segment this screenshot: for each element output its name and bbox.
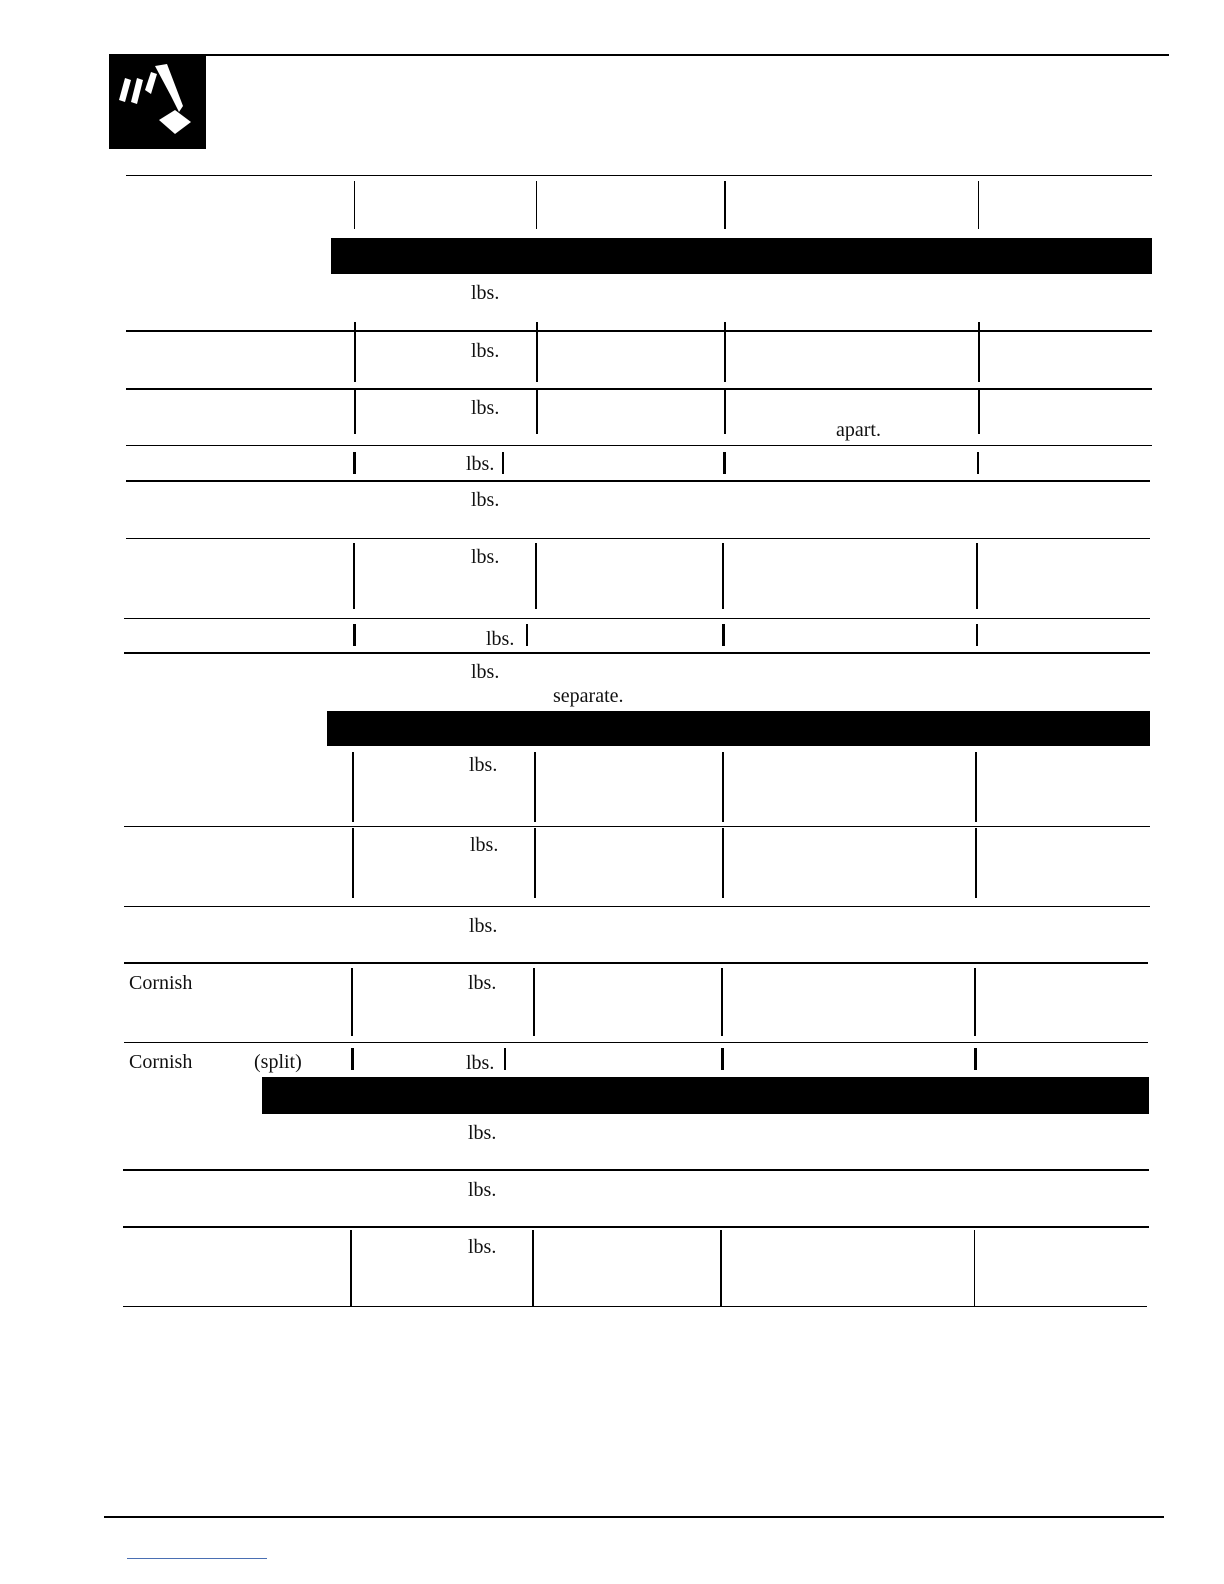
row-rule (126, 538, 1150, 539)
food-qualifier: (split) (254, 1051, 302, 1073)
col-divider (721, 1048, 724, 1070)
row-rule (124, 826, 1150, 827)
col-divider (974, 968, 976, 1036)
col-divider (724, 390, 726, 434)
footer-link-underline (127, 1558, 267, 1559)
col-divider (722, 752, 724, 822)
col-divider (351, 1048, 354, 1070)
section-bar (262, 1077, 1149, 1114)
food-name: Cornish (129, 972, 193, 994)
row-rule (126, 330, 1152, 332)
col-divider (351, 968, 353, 1036)
col-divider (974, 1048, 977, 1070)
food-name: Cornish (129, 1051, 193, 1073)
header-rule (109, 54, 1169, 56)
table-bottom-rule (123, 1306, 1147, 1307)
col-divider (536, 322, 538, 382)
hand-pressing-pad-icon (109, 56, 206, 149)
col-divider (975, 752, 977, 822)
logo-badge (109, 56, 206, 149)
row-note: apart. (836, 419, 881, 441)
footer-rule (104, 1516, 1164, 1518)
weight-unit: lbs. (469, 754, 498, 776)
row-rule (124, 618, 1150, 619)
col-divider (724, 181, 726, 229)
weight-unit: lbs. (468, 1122, 497, 1144)
col-divider (722, 543, 724, 609)
weight-unit: lbs. (471, 489, 500, 511)
col-divider (975, 828, 977, 898)
col-divider (974, 1230, 975, 1306)
weight-unit: lbs. (469, 915, 498, 937)
col-divider (502, 452, 504, 474)
col-divider (720, 1230, 722, 1306)
weight-unit: lbs. (471, 340, 500, 362)
row-rule (126, 480, 1150, 482)
col-divider (724, 322, 726, 382)
section-bar (331, 238, 1152, 274)
col-divider (723, 452, 726, 474)
weight-unit: lbs. (470, 834, 499, 856)
col-divider (978, 181, 979, 229)
weight-unit: lbs. (468, 1236, 497, 1258)
col-divider (976, 543, 978, 609)
col-divider (354, 390, 356, 434)
col-divider (978, 322, 980, 382)
col-divider (533, 968, 535, 1036)
col-divider (353, 543, 355, 609)
row-rule (124, 652, 1150, 654)
row-rule (124, 962, 1148, 964)
col-divider (504, 1048, 506, 1070)
col-divider (352, 752, 354, 822)
weight-unit: lbs. (486, 628, 515, 650)
col-divider (350, 1230, 352, 1306)
col-divider (977, 452, 979, 474)
weight-unit: lbs. (466, 453, 495, 475)
col-divider (978, 390, 980, 434)
col-divider (536, 390, 538, 434)
col-divider (534, 828, 536, 898)
col-divider (354, 181, 355, 229)
section-bar (327, 711, 1150, 746)
col-divider (536, 181, 537, 229)
row-rule (123, 1169, 1149, 1171)
col-divider (354, 322, 356, 382)
weight-unit: lbs. (468, 972, 497, 994)
col-divider (526, 624, 528, 646)
row-rule (124, 1042, 1148, 1043)
weight-unit: lbs. (471, 661, 500, 683)
weight-unit: lbs. (466, 1052, 495, 1074)
weight-unit: lbs. (471, 546, 500, 568)
col-divider (722, 624, 725, 646)
col-divider (721, 968, 723, 1036)
row-rule (126, 388, 1152, 390)
row-rule (126, 445, 1152, 446)
col-divider (532, 1230, 534, 1306)
col-divider (353, 452, 356, 474)
row-note: separate. (553, 685, 624, 707)
row-rule (124, 906, 1150, 907)
weight-unit: lbs. (471, 397, 500, 419)
weight-unit: lbs. (471, 282, 500, 304)
col-divider (352, 828, 354, 898)
col-divider (534, 752, 536, 822)
row-rule (123, 1226, 1149, 1228)
col-divider (535, 543, 537, 609)
col-divider (722, 828, 724, 898)
col-divider (353, 624, 356, 646)
weight-unit: lbs. (468, 1179, 497, 1201)
table-top-rule (126, 175, 1152, 176)
col-divider (976, 624, 978, 646)
